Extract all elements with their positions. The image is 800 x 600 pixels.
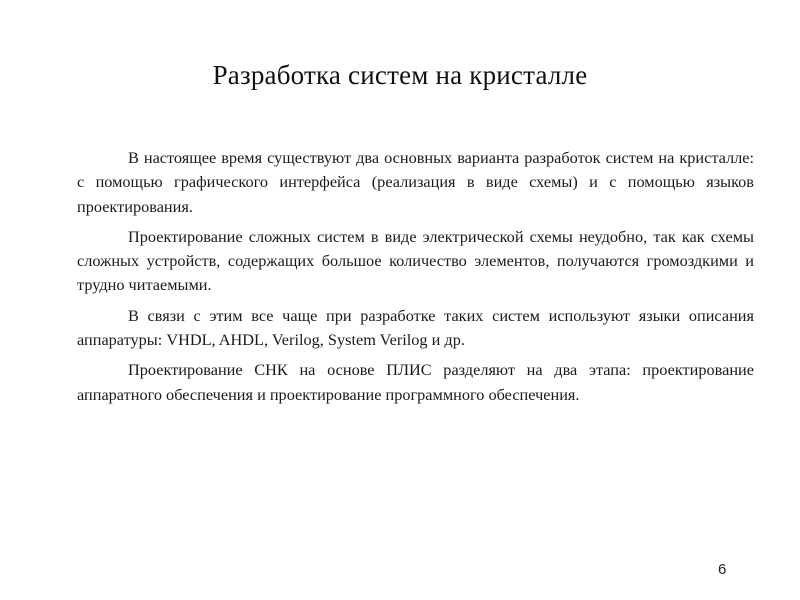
paragraph-4: Проектирование СНК на основе ПЛИС разделяют на два этапа: проектирование аппаратного обеспечения и проектирование программного обеспечения. — [77, 360, 754, 404]
paragraph-2: Проектирование сложных систем в виде электрической схемы неудобно, так как схемы сложных устройств, содержащих большое количество элементов, получаются громоздкими и трудно читаемыми. — [77, 226, 754, 295]
page-number: 6 — [718, 561, 727, 578]
slide-title: Разработка систем на кристалле — [212, 60, 588, 90]
paragraph-1: В настоящее время существуют два основных варианта разработок систем на кристалле: с помощью графического интерфейса (реализация в виде схемы) и с помощью языков проектирования. — [77, 148, 754, 216]
paragraph-3: В связи с этим все чаще при разработке таких систем используют языки описания аппаратуры: VHDL, AHDL, Verilog, System Verilog и др. — [77, 305, 754, 350]
slide-body — [77, 146, 754, 413]
